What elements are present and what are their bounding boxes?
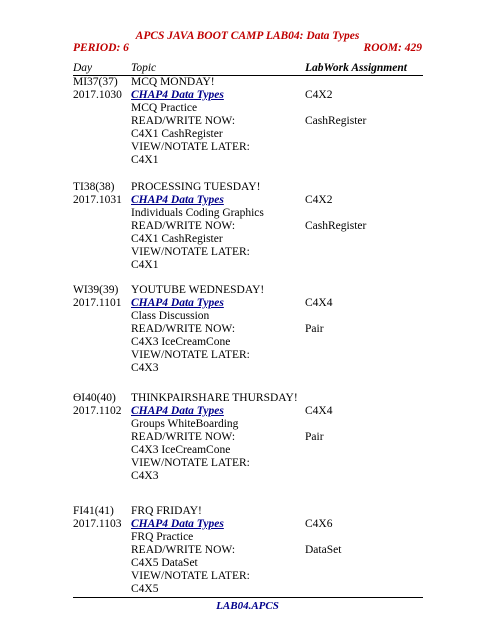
lab-detail: CashRegister	[305, 115, 367, 127]
lab-cell	[305, 284, 332, 336]
day-date: 2017.1101	[73, 297, 122, 309]
footer-label: LAB04.APCS	[216, 600, 279, 612]
read-label: READ/WRITE NOW:	[131, 431, 236, 443]
chapter-link[interactable]: CHAP4 Data Types	[131, 297, 224, 309]
day-cell	[73, 505, 121, 531]
read-label: READ/WRITE NOW:	[131, 115, 236, 127]
column-header-day: Day	[73, 62, 93, 74]
document-title: APCS JAVA BOOT CAMP LAB04: Data Types	[135, 30, 360, 42]
lab-assignment: C4X4	[305, 405, 333, 417]
view-item: C4X3	[131, 470, 159, 482]
footer-divider	[73, 597, 423, 598]
view-item: C4X5	[131, 583, 159, 595]
read-item: C4X1 CashRegister	[131, 233, 223, 245]
chapter-link[interactable]: CHAP4 Data Types	[131, 405, 224, 417]
read-item: C4X3 IceCreamCone	[131, 336, 231, 348]
chapter-link[interactable]: CHAP4 Data Types	[131, 194, 224, 206]
day-cell	[73, 181, 122, 207]
lab-assignment: C4X6	[305, 518, 333, 530]
topic-cell	[131, 76, 250, 167]
day-theme: MCQ MONDAY!	[131, 76, 215, 88]
topic-cell	[131, 392, 298, 483]
day-cell	[73, 76, 122, 102]
column-header-lab: LabWork Assignment	[305, 62, 407, 74]
day-code: ӨI40(40)	[73, 392, 116, 404]
read-item: C4X1 CashRegister	[131, 128, 223, 140]
lab-cell	[305, 76, 366, 128]
activity: FRQ Practice	[131, 531, 194, 543]
read-item: C4X5 DataSet	[131, 557, 198, 569]
read-item: C4X3 IceCreamCone	[131, 444, 231, 456]
view-item: C4X3	[131, 362, 159, 374]
day-date: 2017.1102	[73, 405, 122, 417]
lab-assignment: C4X2	[305, 194, 333, 206]
day-code: FI41(41)	[73, 505, 114, 517]
day-cell	[73, 392, 121, 418]
lab-detail: DataSet	[305, 544, 342, 556]
room-label: ROOM: 429	[363, 42, 422, 54]
day-theme: THINKPAIRSHARE THURSDAY!	[131, 392, 298, 404]
activity: Individuals Coding Graphics	[131, 207, 264, 219]
view-item: C4X1	[131, 259, 159, 271]
lab-detail: Pair	[305, 323, 324, 335]
lab-assignment: C4X4	[305, 297, 333, 309]
read-label: READ/WRITE NOW:	[131, 544, 236, 556]
day-theme: FRQ FRIDAY!	[131, 505, 202, 517]
day-code: TI38(38)	[73, 181, 115, 193]
lab-detail: CashRegister	[305, 220, 367, 232]
day-date: 2017.1103	[73, 518, 122, 530]
day-code: MI37(37)	[73, 76, 118, 88]
day-date: 2017.1030	[73, 89, 122, 101]
activity: Class Discussion	[131, 310, 210, 322]
chapter-link[interactable]: CHAP4 Data Types	[131, 89, 224, 101]
lab-cell	[305, 181, 366, 233]
topic-cell	[131, 284, 264, 375]
view-label: VIEW/NOTATE LATER:	[131, 457, 250, 469]
view-item: C4X1	[131, 154, 159, 166]
topic-cell	[131, 181, 264, 272]
view-label: VIEW/NOTATE LATER:	[131, 246, 250, 258]
lab-cell	[305, 505, 341, 557]
day-code: WI39(39)	[73, 284, 119, 296]
view-label: VIEW/NOTATE LATER:	[131, 349, 250, 361]
column-header-topic: Topic	[131, 62, 157, 74]
chapter-link[interactable]: CHAP4 Data Types	[131, 518, 224, 530]
topic-cell	[131, 505, 250, 596]
read-label: READ/WRITE NOW:	[131, 220, 236, 232]
activity: Groups WhiteBoarding	[131, 418, 239, 430]
day-theme: PROCESSING TUESDAY!	[131, 181, 261, 193]
lab-detail: Pair	[305, 431, 324, 443]
day-date: 2017.1031	[73, 194, 122, 206]
view-label: VIEW/NOTATE LATER:	[131, 141, 250, 153]
read-label: READ/WRITE NOW:	[131, 323, 236, 335]
day-theme: YOUTUBE WEDNESDAY!	[131, 284, 265, 296]
view-label: VIEW/NOTATE LATER:	[131, 570, 250, 582]
period-label: PERIOD: 6	[73, 42, 129, 54]
activity: MCQ Practice	[131, 102, 198, 114]
lab-assignment: C4X2	[305, 89, 333, 101]
day-cell	[73, 284, 121, 310]
lab-cell	[305, 392, 332, 444]
